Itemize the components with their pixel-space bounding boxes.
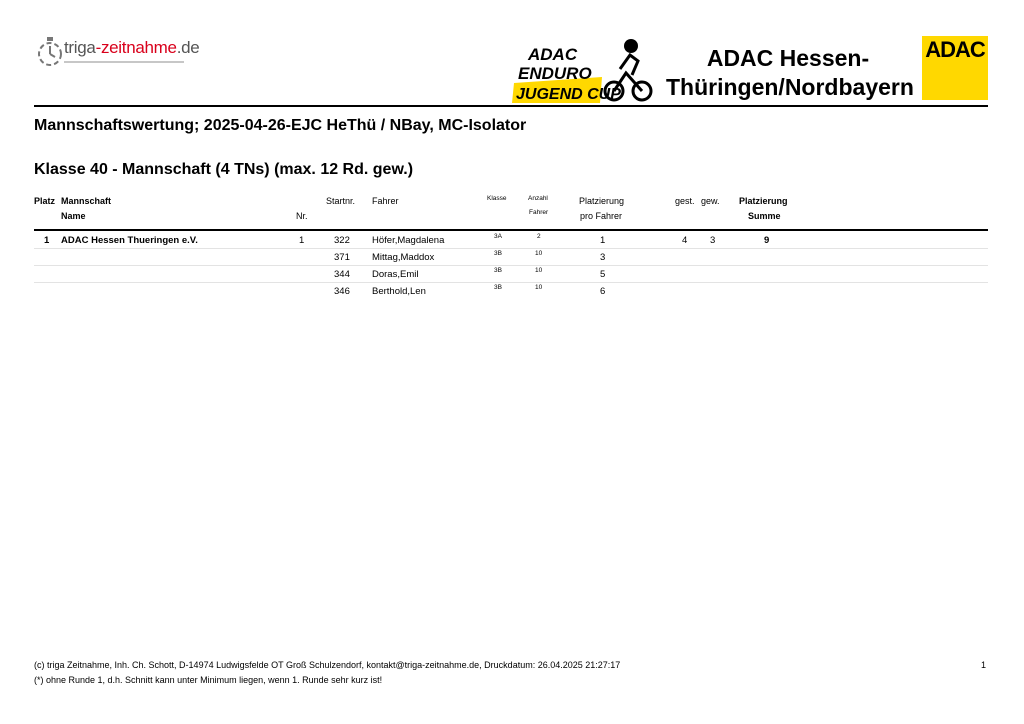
cup-logo-line1: ADAC bbox=[528, 45, 578, 64]
rider-startnr: 344 bbox=[334, 269, 350, 280]
region-title-line2: Thüringen/Nordbayern bbox=[666, 74, 914, 100]
rider-anzahl: 10 bbox=[535, 284, 543, 291]
rider-klasse: 3B bbox=[494, 284, 502, 291]
team-gest: 4 bbox=[682, 235, 688, 246]
header-anzahl-fahrer: Fahrer bbox=[529, 209, 549, 216]
rider-anzahl: 10 bbox=[535, 267, 543, 274]
team-summe: 9 bbox=[764, 235, 770, 246]
class-title: Klasse 40 - Mannschaft (4 TNs) (max. 12 Rd. gew.) bbox=[34, 161, 414, 178]
cup-logo-line2: ENDURO bbox=[518, 64, 592, 83]
header-startnr: Startnr. bbox=[326, 196, 356, 206]
rider-startnr: 322 bbox=[334, 235, 350, 246]
header-platzierung-summe: Platzierung bbox=[739, 196, 788, 206]
team-nr: 1 bbox=[299, 235, 305, 246]
rider-platzierung: 6 bbox=[600, 286, 606, 297]
rider-fahrer: Doras,Emil bbox=[372, 269, 419, 280]
page-number: 1 bbox=[981, 660, 987, 670]
enduro-jugend-cup-logo bbox=[512, 33, 654, 105]
header-divider bbox=[34, 105, 988, 107]
header-nr: Nr. bbox=[296, 211, 308, 221]
table-header-divider bbox=[34, 229, 988, 231]
header-name: Name bbox=[61, 211, 86, 221]
footer-note: (*) ohne Runde 1, d.h. Schnitt kann unter Minimum liegen, wenn 1. Runde sehr kurz ist! bbox=[34, 675, 383, 685]
team-gew: 3 bbox=[710, 235, 716, 246]
rider-startnr: 371 bbox=[334, 252, 350, 263]
rider-klasse: 3B bbox=[494, 250, 502, 257]
rider-anzahl: 2 bbox=[537, 233, 541, 240]
row-divider bbox=[34, 282, 988, 283]
header-mannschaft: Mannschaft bbox=[61, 196, 112, 206]
rider-platzierung: 3 bbox=[600, 252, 606, 263]
region-title bbox=[666, 44, 914, 102]
stopwatch-icon bbox=[34, 34, 64, 70]
triga-logo-text: triga-zeitnahme.de bbox=[64, 38, 200, 57]
header-fahrer: Fahrer bbox=[372, 196, 399, 206]
rider-startnr: 346 bbox=[334, 286, 350, 297]
rider-fahrer: Berthold,Len bbox=[372, 286, 426, 297]
rider-klasse: 3A bbox=[494, 233, 502, 240]
document-title: Mannschaftswertung; 2025-04-26-EJC HeThü / NBay, MC-Isolator bbox=[34, 117, 527, 134]
header-summe: Summe bbox=[748, 211, 781, 221]
rider-klasse: 3B bbox=[494, 267, 502, 274]
header-gew: gew. bbox=[701, 196, 720, 206]
team-name: ADAC Hessen Thueringen e.V. bbox=[61, 235, 198, 246]
header-klasse: Klasse bbox=[487, 195, 507, 202]
header-gest: gest. bbox=[675, 196, 695, 206]
rider-fahrer: Mittag,Maddox bbox=[372, 252, 435, 263]
cup-logo-line3: JUGEND CUP bbox=[516, 86, 621, 103]
row-divider bbox=[34, 248, 988, 249]
rider-platzierung: 1 bbox=[600, 235, 606, 246]
triga-logo bbox=[34, 34, 200, 70]
header-platz: Platz bbox=[34, 196, 56, 206]
header-platzierung: Platzierung bbox=[579, 196, 625, 206]
region-title-line1: ADAC Hessen- bbox=[706, 45, 870, 71]
team-platz: 1 bbox=[44, 235, 50, 246]
rider-anzahl: 10 bbox=[535, 250, 543, 257]
rider-platzierung: 5 bbox=[600, 269, 606, 280]
header-pro-fahrer: pro Fahrer bbox=[580, 211, 623, 221]
adac-logo-text: ADAC bbox=[925, 37, 985, 62]
footer-copyright: (c) triga Zeitnahme, Inh. Ch. Schott, D-14974 Ludwigsfelde OT Groß Schulzendorf, kontakt@triga-zeitnahme.de, Druckdatum: 26.04.2025 21:27:17 bbox=[34, 660, 621, 670]
header-anzahl: Anzahl bbox=[528, 195, 548, 202]
row-divider bbox=[34, 265, 988, 266]
rider-fahrer: Höfer,Magdalena bbox=[372, 235, 445, 246]
adac-logo bbox=[922, 36, 988, 100]
